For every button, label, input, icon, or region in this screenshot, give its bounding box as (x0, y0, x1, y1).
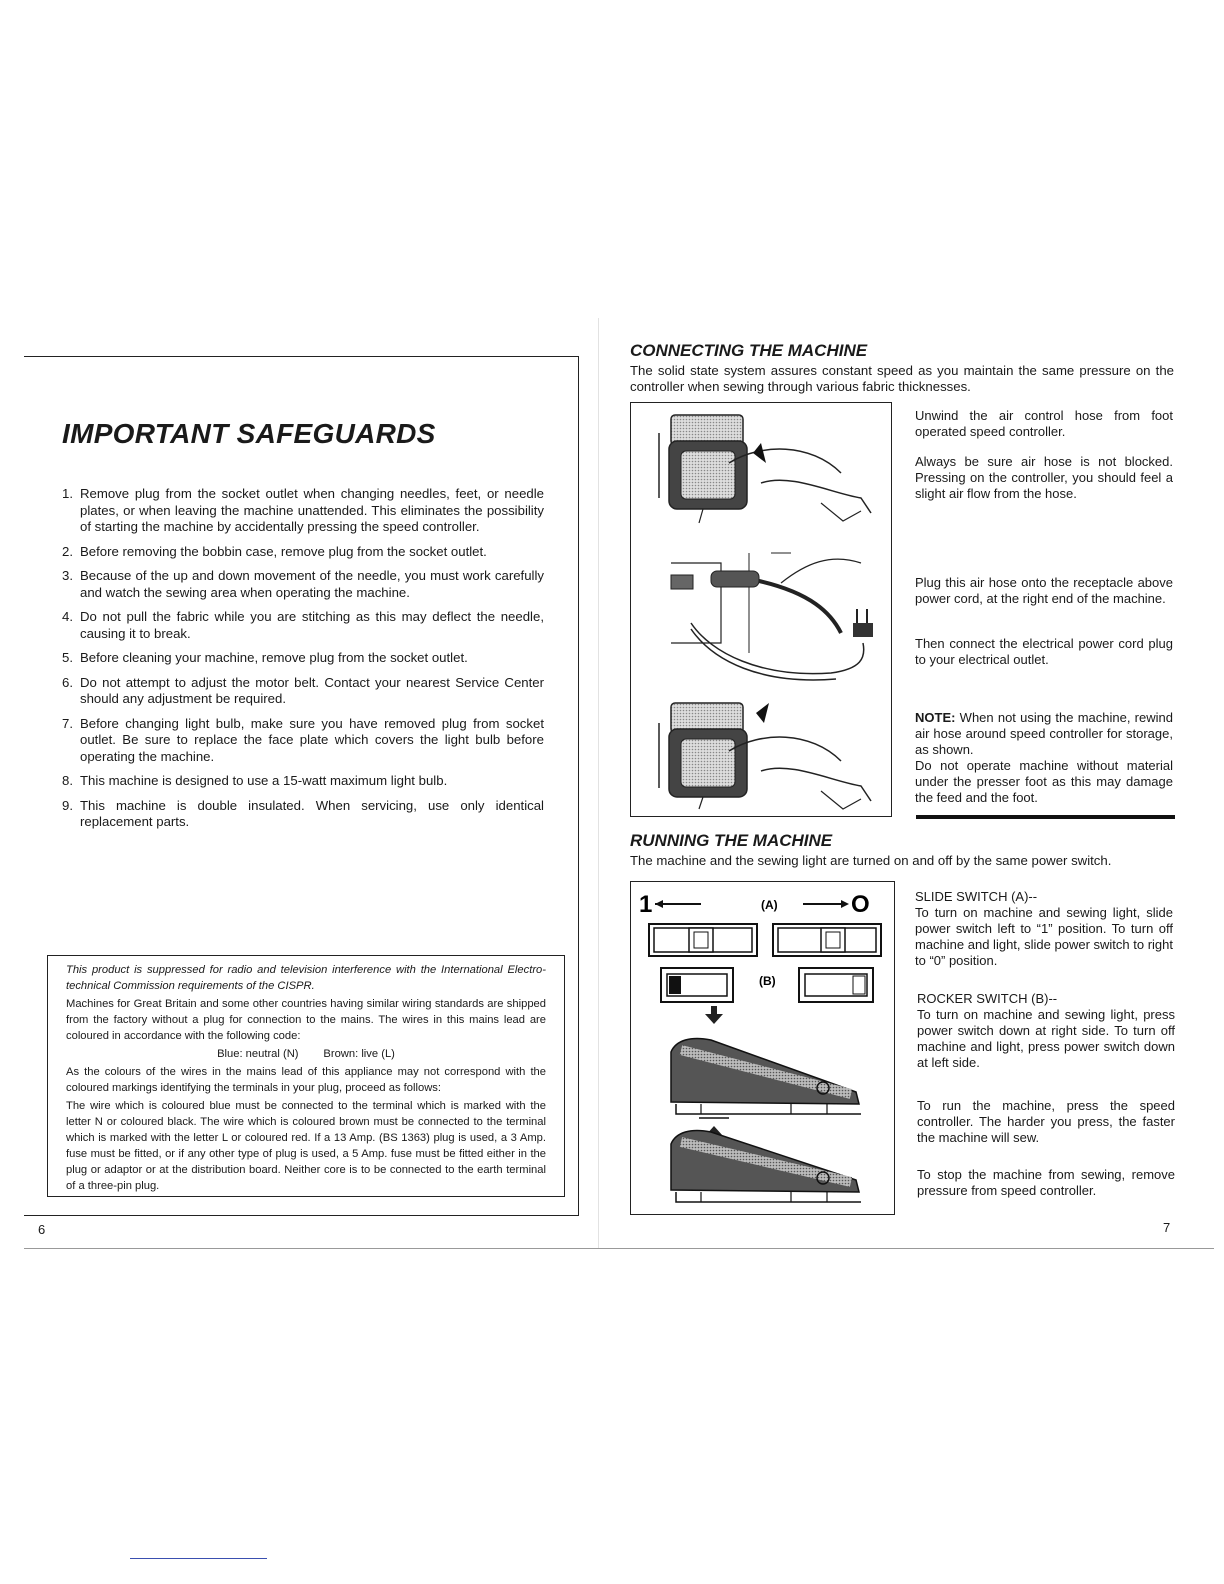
slide-switch-on-icon (649, 924, 757, 956)
list-item (62, 675, 544, 708)
item-number: 5. (62, 650, 73, 665)
rocker-switch-on-icon (661, 968, 733, 1002)
item-text: Before cleaning your machine, remove plug from the socket outlet. (80, 650, 468, 665)
item-text: Do not attempt to adjust the motor belt. Contact your nearest Service Center should any adjustment be required. (80, 674, 544, 706)
connecting-illustration (630, 402, 892, 817)
item-number: 1. (62, 486, 73, 501)
stop-machine-text: To stop the machine from sewing, remove pressure from speed controller. (917, 1167, 1175, 1198)
bottom-edge-line (24, 1248, 1214, 1249)
item-text: Remove plug from the socket outlet when changing needles, feet, or needle plates, or when leaving the machine unattended. This eliminates the possibility of starting the machine by accidentally pressing the speed controller. (80, 486, 544, 534)
blue-underline-mark (130, 1558, 267, 1559)
list-item (62, 798, 544, 831)
connect-step-unwind: Unwind the air control hose from foot operated speed controller. (915, 408, 1173, 439)
page-number-left: 6 (38, 1222, 46, 1237)
controller-pressed-icon (671, 1039, 861, 1115)
page-fold-line (598, 318, 599, 1248)
arrow-down-icon (705, 1014, 723, 1024)
list-item (62, 568, 544, 601)
list-item (62, 716, 544, 766)
note-text: When not using the machine, rewind air hose around speed controller for storage, as shown. (915, 710, 1173, 757)
label-one: 1 (639, 891, 653, 918)
list-item (62, 486, 544, 536)
connecting-intro: The solid state system assures constant speed as you maintain the same pressure on the controller when sewing through various fabric thicknesses. (630, 363, 1174, 394)
hose-controller-drawing (631, 403, 893, 818)
item-text: Do not pull the fabric while you are stitching as this may deflect the needle, causing it to break. (80, 609, 544, 641)
item-number: 8. (62, 773, 73, 788)
notice-colour-code: Blue: neutral (N) Brown: live (L) (217, 1048, 395, 1060)
switch-drawing (631, 882, 896, 1216)
list-item (62, 544, 544, 561)
notice-colours: As the colours of the wires in the mains lead of this appliance may not correspond with the coloured markings identifying the terminals in your plug, proceed as follows: (66, 1066, 546, 1094)
slide-switch-text: To turn on machine and sewing light, slide power switch left to “1” position. To turn off machine and light, slide power switch to right to “0” position. (915, 905, 1173, 968)
item-text: Before removing the bobbin case, remove plug from the socket outlet. (80, 543, 487, 559)
rocker-switch-title: ROCKER SWITCH (B)-- (917, 991, 1058, 1006)
controller-released-icon (671, 1131, 861, 1203)
slide-switch-instructions (915, 889, 1173, 969)
list-item (62, 773, 544, 790)
rocker-switch-off-icon (799, 968, 873, 1002)
label-b: (B) (759, 974, 776, 988)
safeguards-title: IMPORTANT SAFEGUARDS (62, 418, 436, 449)
controller-top-view-icon (659, 415, 871, 523)
running-intro: The machine and the sewing light are turned on and off by the same power switch. (630, 853, 1112, 868)
plug-connection-icon (671, 553, 873, 680)
notice-wiring: Machines for Great Britain and some other countries having similar wiring standards are shipped from the factory without a plug for connection to the mains. The wires in this mains lead are coloured in accordance with the following code: (66, 998, 546, 1042)
item-text: Before changing light bulb, make sure you have removed plug from socket outlet. Be sure to replace the face plate which covers the light bulb before operating the machine. (80, 715, 544, 764)
item-number: 3. (62, 568, 73, 583)
page-number-right: 7 (1163, 1220, 1171, 1235)
note-text-2: Do not operate machine without material under the presser foot as this may damage the feed and the foot. (915, 758, 1173, 805)
item-text: Because of the up and down movement of the needle, you must work carefully and watch the sewing area when operating the machine. (80, 568, 544, 600)
item-text: This machine is double insulated. When servicing, use only identical replacement parts. (80, 797, 544, 829)
notice-fuse: The wire which is coloured blue must be connected to the terminal which is marked with the letter N or coloured black. The wire which is coloured brown must be connected to the terminal which is marked with the letter L or coloured red. If a 13 Amp. (BS 1363) plug is used, a 3 Amp. fuse must be fitted, or if any other type of plug is used, a 5 Amp. fuse must be fitted either in the plug or adaptor or at the distribution board. Neither core is to be connected to the earth terminal of a three-pin plug. (66, 1100, 546, 1192)
rocker-switch-instructions (917, 991, 1175, 1071)
connect-step-plug-hose: Plug this air hose onto the receptacle above power cord, at the right end of the machine. (915, 575, 1173, 606)
notice-cispr: This product is suppressed for radio and television interference with the International Electro-technical Commission requirements of the CISPR. (66, 964, 546, 992)
item-number: 6. (62, 674, 73, 690)
item-text: This machine is designed to use a 15-watt maximum light bulb. (80, 773, 448, 788)
connect-step-power-cord: Then connect the electrical power cord plug to your electrical outlet. (915, 636, 1173, 667)
label-a: (A) (761, 898, 778, 912)
item-number: 4. (62, 609, 73, 624)
switch-illustration (630, 881, 895, 1215)
item-number: 9. (62, 797, 73, 813)
connecting-heading: CONNECTING THE MACHINE (630, 341, 868, 360)
connect-step-airflow: Always be sure air hose is not blocked. Pressing on the controller, you should feel a slight air flow from the hose. (915, 454, 1173, 501)
connect-note (915, 710, 1173, 806)
item-number: 7. (62, 715, 73, 731)
slide-switch-off-icon (773, 924, 881, 956)
note-label: NOTE: (915, 710, 956, 725)
run-machine-text: To run the machine, press the speed controller. The harder you press, the faster the machine will sew. (917, 1098, 1175, 1145)
item-number: 2. (62, 543, 73, 559)
label-zero: O (851, 891, 870, 918)
interference-notice (47, 955, 565, 1197)
rocker-switch-text: To turn on machine and sewing light, press power switch down at right side. To turn off machine and light, press power switch down at left side. (917, 1007, 1175, 1070)
controller-wound-icon (659, 703, 871, 809)
running-heading: RUNNING THE MACHINE (630, 831, 833, 850)
section-divider (916, 815, 1175, 819)
list-item (62, 609, 544, 642)
slide-switch-title: SLIDE SWITCH (A)-- (915, 889, 1038, 904)
list-item (62, 650, 544, 667)
safeguards-list (62, 486, 544, 839)
